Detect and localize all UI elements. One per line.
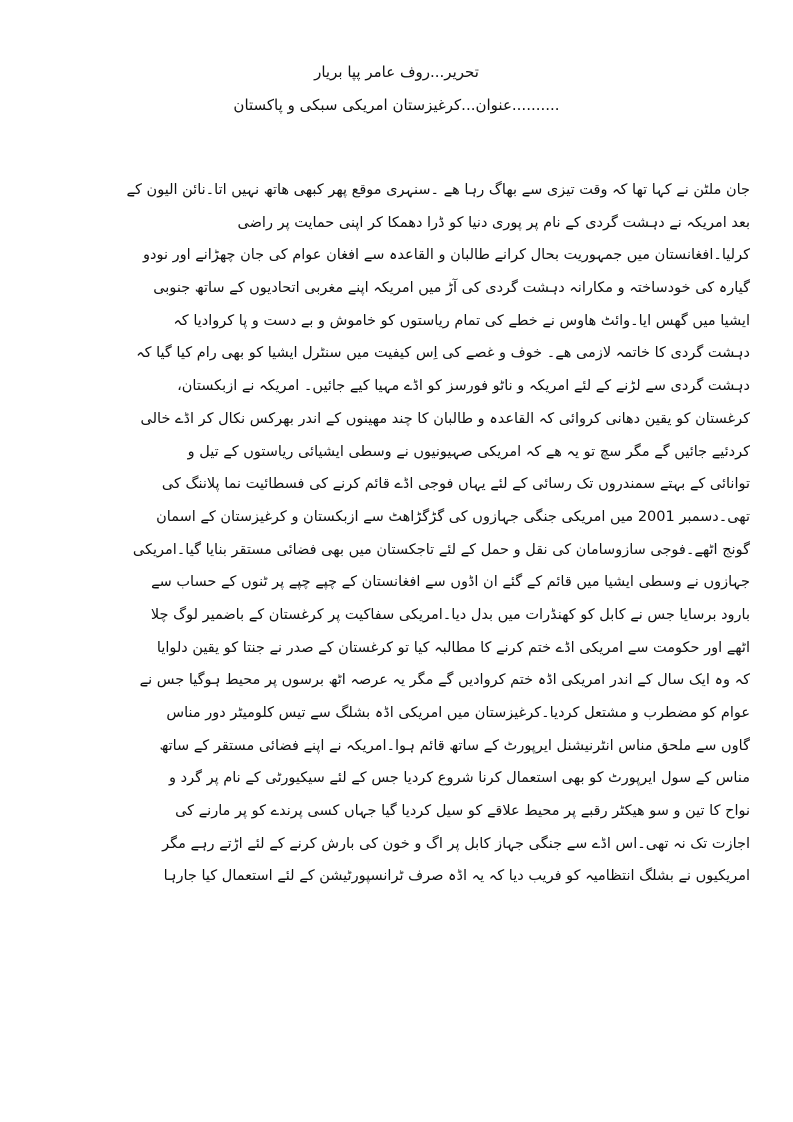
body-line: کہ وہ ایک سال کے اندر امریکی اڈہ ختم کروادیں گے مگر یہ عرصہ اٹھ برسوں پر محیط ہوگیا جس نے — [139, 672, 750, 689]
body-line: گونج اٹھے۔فوجی سازوسامان کی نقل و حمل کے لئے تاجکستان میں بھی فضائی مستقر بنایا گیا۔امریکی — [132, 541, 750, 558]
body-line: کردئیے جائیں گے مگر سچ تو یہ ھے کہ امریکی صہیونیوں نے وسطی ایشیائی ریاستوں کے تیل و — [187, 443, 750, 460]
body-line: مناس کے سول ایرپورٹ کو بھی استعمال کرنا شروع کردیا جس کے لئے سیکیورٹی کے نام پر گرد و — [169, 770, 750, 787]
body-line: بارود برسایا جس نے کابل کو کھنڈرات میں بدل دیا۔امریکی سفاکیت پر کرغستان کے باضمیر لوگ چلا — [150, 606, 750, 623]
body-line: گیارہ کی خودساختہ و مکارانہ دہشت گردی کی آڑ میں امریکہ اپنے مغربی اتحادیوں کے ساتھ جنوبی — [153, 280, 750, 297]
body-line: جہازوں نے وسطی ایشیا میں قائم کے گئے ان اڈوں سے افغانستان کے چپے چپے پر ٹنوں کے حساب سے — [151, 574, 750, 591]
body-line: کرغستان کو یقین دھانی کروائی کہ القاعدہ و طالبان کا چند مھینوں کے اندر بھرکس نکال کر اڈے خالی — [140, 410, 750, 427]
article-title: ..........عنوان...کرغیزستان امریکی سبکی و پاکستان — [233, 96, 560, 114]
body-line: تھی۔دسمبر 2001 میں امریکی جنگی جہازوں کی گڑگڑاھٹ سے ازبکستان و کرغیزستان کے اسمان — [156, 508, 750, 525]
body-line: دہشت گردی کا خاتمہ لازمی ھے۔ خوف و غصے کی اِس کیفیت میں سنٹرل ایشیا کو بھی رام کیا گیا کہ — [136, 345, 750, 362]
body-line: امریکیوں نے بشلگ انتظامیہ کو فریب دیا کہ یہ اڈہ صرف ٹرانسپورٹیشن کے لئے استعمال کیا جارہا — [163, 868, 750, 885]
body-line: بعد امریکہ نے دہشت گردی کے نام پر پوری دنیا کو ڈرا دھمکا کر اپنی حمایت پر راضی — [237, 214, 750, 231]
body-line: کرلیا۔افغانستان میں جمہوریت بحال کرانے طالبان و القاعدہ سے افغان عوام کی جان چھڑانے اور نودو — [143, 247, 750, 264]
body-line: توانائی کے بہتے سمندروں تک رسائی کے لئے یہاں فوجی اڈے قائم کرنے کی فسطائیت نما پلاننگ کی — [161, 476, 750, 493]
body-line: عوام کو مضطرب و مشتعل کردیا۔کرغیزستان میں امریکی اڈہ بشلگ سے تیس کلومیٹر دور مناس — [166, 705, 750, 721]
body-line: گاوں سے ملحق مناس انٹرنیشنل ایرپورٹ کے ساتھ قائم ہوا۔امریکہ نے اپنے فضائی مستقر کے ساتھ — [159, 737, 750, 754]
body-line: دہشت گردی سے لڑنے کے لئے امریکہ و ناٹو فورسز کو اڈے مہیا کیے جائیں۔ امریکہ نے ازبکستان، — [177, 378, 750, 395]
body-line: ایشیا میں گھس ایا۔وائٹ ھاوس نے خطے کی تمام ریاستوں کو خاموش و بے دست و پا کروادیا کہ — [173, 312, 750, 329]
body-line: نواح کا تین و سو ھیکٹر رقبے پر محیط علاقے کو سیل کردیا گیا جہاں کسی پرندے کو پر مارنے کی — [175, 803, 750, 820]
article-body — [60, 174, 750, 893]
body-line: جان ملٹن نے کہا تھا کہ وقت تیزی سے بھاگ رہا ھے ۔سنہری موقع پھر کبھی ھاتھ نہیں اتا۔نائن الیون کے — [126, 182, 750, 198]
body-line: اجازت تک نہ تھی۔اس اڈے سے جنگی جہاز کابل پر اگ و خون کی بارش کرنے کے لئے اڑتے رہے مگر — [162, 835, 750, 852]
author-line: تحریر...روف عامر پپا بریار — [314, 63, 479, 81]
body-line: اٹھے اور حکومت سے امریکی اڈے ختم کرنے کا مطالبہ کیا تو کرغستان کے صدر نے جنتا کو یقین دلوایا — [156, 639, 750, 656]
